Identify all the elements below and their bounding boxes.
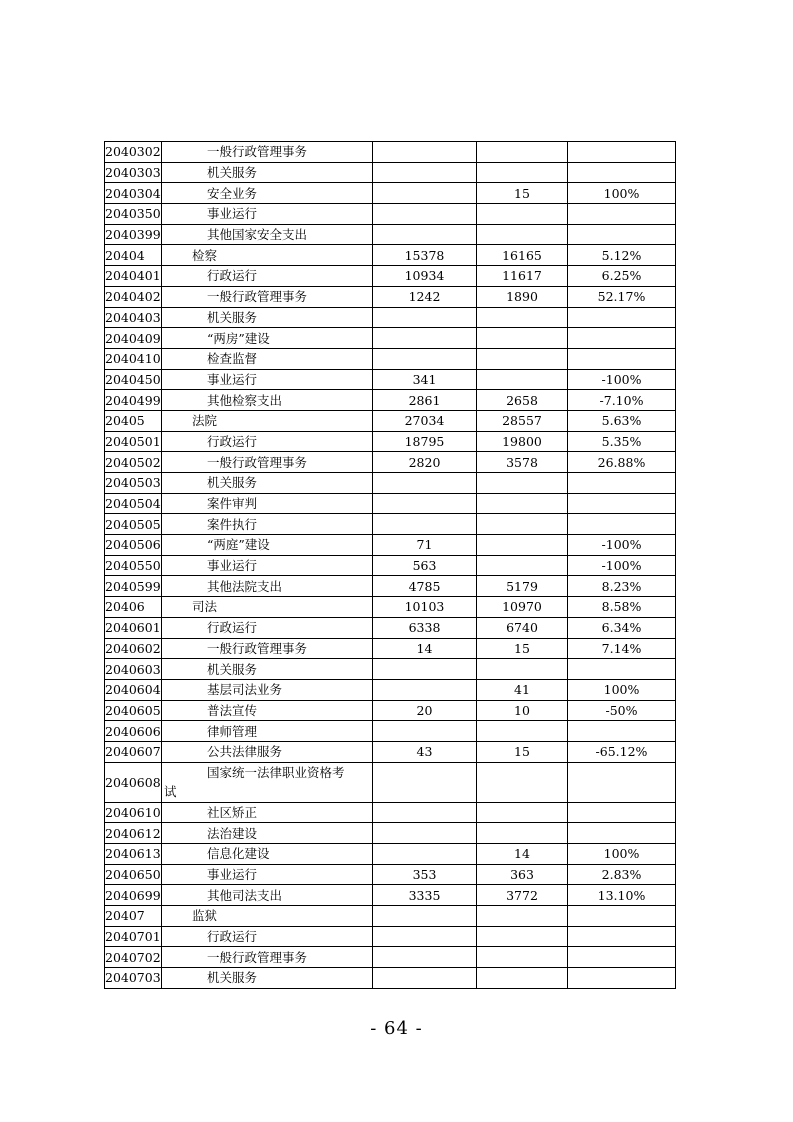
row-value-b <box>477 328 568 349</box>
row-value-c <box>568 204 676 225</box>
row-value-a <box>373 162 477 183</box>
row-value-c: 8.58% <box>568 597 676 618</box>
row-code: 2040403 <box>105 307 162 328</box>
row-code: 2040612 <box>105 823 162 844</box>
table-row <box>105 885 676 906</box>
row-name: “两庭”建设 <box>162 535 373 556</box>
row-name: 事业运行 <box>162 864 373 885</box>
row-value-a: 71 <box>373 535 477 556</box>
row-code: 2040601 <box>105 617 162 638</box>
row-name: 法院 <box>162 410 373 431</box>
row-code: 2040450 <box>105 369 162 390</box>
row-value-b: 3772 <box>477 885 568 906</box>
row-name: 一般行政管理事务 <box>162 638 373 659</box>
row-name: 机关服务 <box>162 162 373 183</box>
row-name-line1: 国家统一法律职业资格考 <box>207 765 345 781</box>
row-name: 行政运行 <box>162 266 373 287</box>
row-value-a: 15378 <box>373 245 477 266</box>
table-row <box>105 224 676 245</box>
row-value-a <box>373 204 477 225</box>
table-row <box>105 266 676 287</box>
row-value-c <box>568 947 676 968</box>
table-row <box>105 617 676 638</box>
row-name: 一般行政管理事务 <box>162 142 373 163</box>
row-name: 其他国家安全支出 <box>162 224 373 245</box>
row-value-a <box>373 514 477 535</box>
row-name: 信息化建设 <box>162 844 373 865</box>
row-value-b: 1890 <box>477 286 568 307</box>
row-value-b <box>477 926 568 947</box>
row-name: 其他检察支出 <box>162 390 373 411</box>
row-code: 2040607 <box>105 741 162 762</box>
row-code: 20405 <box>105 410 162 431</box>
row-name: 事业运行 <box>162 369 373 390</box>
table-row <box>105 535 676 556</box>
table-row <box>105 369 676 390</box>
row-value-b <box>477 307 568 328</box>
row-value-a <box>373 906 477 927</box>
table-row <box>105 473 676 494</box>
row-value-b: 10970 <box>477 597 568 618</box>
row-value-a: 4785 <box>373 576 477 597</box>
row-value-a: 10934 <box>373 266 477 287</box>
row-value-a <box>373 721 477 742</box>
row-name: 事业运行 <box>162 555 373 576</box>
row-value-c <box>568 224 676 245</box>
row-code: 2040702 <box>105 947 162 968</box>
row-code: 20404 <box>105 245 162 266</box>
row-value-b <box>477 224 568 245</box>
row-name: 安全业务 <box>162 183 373 204</box>
row-value-a <box>373 679 477 700</box>
row-name: 律师管理 <box>162 721 373 742</box>
row-value-c <box>568 493 676 514</box>
row-value-a: 3335 <box>373 885 477 906</box>
row-value-c: -65.12% <box>568 741 676 762</box>
table-row <box>105 947 676 968</box>
row-value-c: -100% <box>568 555 676 576</box>
table-row <box>105 162 676 183</box>
row-name: 其他法院支出 <box>162 576 373 597</box>
row-value-b <box>477 555 568 576</box>
row-value-b: 15 <box>477 741 568 762</box>
table-row <box>105 597 676 618</box>
table-row <box>105 431 676 452</box>
row-value-c: -100% <box>568 535 676 556</box>
row-code: 2040506 <box>105 535 162 556</box>
row-code: 2040503 <box>105 473 162 494</box>
row-code: 2040501 <box>105 431 162 452</box>
row-value-b <box>477 802 568 823</box>
table-row <box>105 823 676 844</box>
row-name: “两房”建设 <box>162 328 373 349</box>
row-name: 一般行政管理事务 <box>162 947 373 968</box>
row-value-b: 14 <box>477 844 568 865</box>
row-value-a <box>373 183 477 204</box>
row-code: 2040703 <box>105 968 162 989</box>
row-value-c: 6.25% <box>568 266 676 287</box>
row-value-b <box>477 535 568 556</box>
row-value-b <box>477 823 568 844</box>
row-code: 2040613 <box>105 844 162 865</box>
row-code: 2040505 <box>105 514 162 535</box>
row-value-c <box>568 307 676 328</box>
page-number: - 64 - <box>370 1018 423 1039</box>
row-value-b <box>477 493 568 514</box>
row-name: 案件审判 <box>162 493 373 514</box>
row-name: 机关服务 <box>162 659 373 680</box>
row-value-c <box>568 823 676 844</box>
row-code: 2040610 <box>105 802 162 823</box>
row-value-b <box>477 906 568 927</box>
row-name: 监狱 <box>162 906 373 927</box>
row-value-a <box>373 328 477 349</box>
row-name: 事业运行 <box>162 204 373 225</box>
row-value-c: 6.34% <box>568 617 676 638</box>
row-value-b: 15 <box>477 183 568 204</box>
row-value-a <box>373 493 477 514</box>
row-code: 2040402 <box>105 286 162 307</box>
row-value-a <box>373 348 477 369</box>
row-value-c: 100% <box>568 183 676 204</box>
row-value-b: 15 <box>477 638 568 659</box>
table-row <box>105 906 676 927</box>
row-value-b <box>477 369 568 390</box>
row-value-a <box>373 926 477 947</box>
row-name: 司法 <box>162 597 373 618</box>
row-code: 2040302 <box>105 142 162 163</box>
table-row <box>105 968 676 989</box>
row-value-c: 7.14% <box>568 638 676 659</box>
row-value-a: 2861 <box>373 390 477 411</box>
row-value-b <box>477 204 568 225</box>
row-value-c <box>568 473 676 494</box>
row-value-a <box>373 224 477 245</box>
row-value-c: 26.88% <box>568 452 676 473</box>
row-code: 2040599 <box>105 576 162 597</box>
row-code: 2040409 <box>105 328 162 349</box>
row-code: 2040504 <box>105 493 162 514</box>
row-value-c <box>568 348 676 369</box>
row-value-b <box>477 968 568 989</box>
row-name: 行政运行 <box>162 926 373 947</box>
row-value-c <box>568 142 676 163</box>
row-value-b <box>477 162 568 183</box>
table-row <box>105 245 676 266</box>
row-value-c: 52.17% <box>568 286 676 307</box>
row-value-b: 28557 <box>477 410 568 431</box>
table-row <box>105 576 676 597</box>
row-value-c: 13.10% <box>568 885 676 906</box>
table-row <box>105 514 676 535</box>
table-row <box>105 802 676 823</box>
row-value-b <box>477 659 568 680</box>
table-row <box>105 555 676 576</box>
table-row <box>105 864 676 885</box>
row-value-a <box>373 473 477 494</box>
row-value-b <box>477 142 568 163</box>
row-value-c <box>568 659 676 680</box>
row-name: 一般行政管理事务 <box>162 452 373 473</box>
row-value-c <box>568 906 676 927</box>
row-value-b: 16165 <box>477 245 568 266</box>
row-code: 2040608 <box>105 762 162 802</box>
row-value-a: 14 <box>373 638 477 659</box>
budget-table <box>104 141 676 989</box>
row-value-a <box>373 947 477 968</box>
row-value-a <box>373 844 477 865</box>
budget-table-body <box>105 142 676 989</box>
row-name: 普法宣传 <box>162 700 373 721</box>
row-value-a <box>373 762 477 802</box>
row-code: 2040502 <box>105 452 162 473</box>
row-value-b <box>477 947 568 968</box>
row-value-a: 1242 <box>373 286 477 307</box>
row-value-b: 363 <box>477 864 568 885</box>
row-value-b <box>477 473 568 494</box>
row-code: 2040650 <box>105 864 162 885</box>
row-value-b: 10 <box>477 700 568 721</box>
row-value-c <box>568 328 676 349</box>
row-name: 案件执行 <box>162 514 373 535</box>
row-value-a <box>373 823 477 844</box>
row-value-c: -50% <box>568 700 676 721</box>
row-code: 2040550 <box>105 555 162 576</box>
row-value-c: -7.10% <box>568 390 676 411</box>
row-code: 2040410 <box>105 348 162 369</box>
row-name: 公共法律服务 <box>162 741 373 762</box>
row-value-c <box>568 514 676 535</box>
row-value-c <box>568 968 676 989</box>
table-row <box>105 721 676 742</box>
row-code: 2040605 <box>105 700 162 721</box>
row-name: 基层司法业务 <box>162 679 373 700</box>
row-code: 2040401 <box>105 266 162 287</box>
row-value-b <box>477 348 568 369</box>
row-name: 机关服务 <box>162 968 373 989</box>
table-row <box>105 452 676 473</box>
row-value-a: 10103 <box>373 597 477 618</box>
row-value-c: 8.23% <box>568 576 676 597</box>
row-code: 2040399 <box>105 224 162 245</box>
row-code: 2040350 <box>105 204 162 225</box>
row-value-a <box>373 142 477 163</box>
row-value-c: 2.83% <box>568 864 676 885</box>
row-value-a: 353 <box>373 864 477 885</box>
row-name <box>162 762 373 802</box>
row-name-line2: 试 <box>164 784 177 800</box>
table-row <box>105 286 676 307</box>
row-value-a: 6338 <box>373 617 477 638</box>
row-value-a: 563 <box>373 555 477 576</box>
row-code: 2040499 <box>105 390 162 411</box>
row-value-a: 43 <box>373 741 477 762</box>
row-value-b: 3578 <box>477 452 568 473</box>
row-code: 2040304 <box>105 183 162 204</box>
row-value-b: 11617 <box>477 266 568 287</box>
row-value-c <box>568 802 676 823</box>
row-value-c: -100% <box>568 369 676 390</box>
table-row <box>105 638 676 659</box>
row-name: 一般行政管理事务 <box>162 286 373 307</box>
row-value-c <box>568 926 676 947</box>
row-code: 2040603 <box>105 659 162 680</box>
row-value-c <box>568 721 676 742</box>
table-row <box>105 741 676 762</box>
table-row <box>105 844 676 865</box>
row-name: 行政运行 <box>162 431 373 452</box>
table-row <box>105 204 676 225</box>
table-row <box>105 659 676 680</box>
table-row <box>105 762 676 802</box>
row-name: 机关服务 <box>162 473 373 494</box>
table-row <box>105 493 676 514</box>
row-code: 2040606 <box>105 721 162 742</box>
row-value-c <box>568 162 676 183</box>
row-code: 2040604 <box>105 679 162 700</box>
row-name: 行政运行 <box>162 617 373 638</box>
row-value-a <box>373 968 477 989</box>
table-row <box>105 390 676 411</box>
table-row <box>105 679 676 700</box>
row-value-c <box>568 762 676 802</box>
row-value-b: 5179 <box>477 576 568 597</box>
row-name: 法治建设 <box>162 823 373 844</box>
row-code: 2040701 <box>105 926 162 947</box>
row-value-c: 100% <box>568 679 676 700</box>
table-row <box>105 328 676 349</box>
row-value-c: 5.35% <box>568 431 676 452</box>
row-value-c: 5.12% <box>568 245 676 266</box>
table-row <box>105 183 676 204</box>
row-value-a: 2820 <box>373 452 477 473</box>
row-code: 2040303 <box>105 162 162 183</box>
row-code: 2040699 <box>105 885 162 906</box>
row-value-b: 41 <box>477 679 568 700</box>
row-name: 检察 <box>162 245 373 266</box>
row-name: 检查监督 <box>162 348 373 369</box>
table-row <box>105 307 676 328</box>
row-value-a <box>373 659 477 680</box>
table-row <box>105 926 676 947</box>
table-row <box>105 142 676 163</box>
row-value-b: 19800 <box>477 431 568 452</box>
row-code: 20406 <box>105 597 162 618</box>
row-value-b <box>477 762 568 802</box>
row-value-a: 27034 <box>373 410 477 431</box>
row-name: 机关服务 <box>162 307 373 328</box>
row-value-a: 18795 <box>373 431 477 452</box>
row-value-a: 20 <box>373 700 477 721</box>
row-value-b: 6740 <box>477 617 568 638</box>
row-name: 社区矫正 <box>162 802 373 823</box>
row-value-b <box>477 721 568 742</box>
row-value-b <box>477 514 568 535</box>
table-row <box>105 410 676 431</box>
row-value-c: 100% <box>568 844 676 865</box>
row-value-a <box>373 802 477 823</box>
row-code: 2040602 <box>105 638 162 659</box>
row-value-a <box>373 307 477 328</box>
row-value-a: 341 <box>373 369 477 390</box>
table-row <box>105 348 676 369</box>
row-code: 20407 <box>105 906 162 927</box>
row-name: 其他司法支出 <box>162 885 373 906</box>
table-row <box>105 700 676 721</box>
row-value-b: 2658 <box>477 390 568 411</box>
row-value-c: 5.63% <box>568 410 676 431</box>
